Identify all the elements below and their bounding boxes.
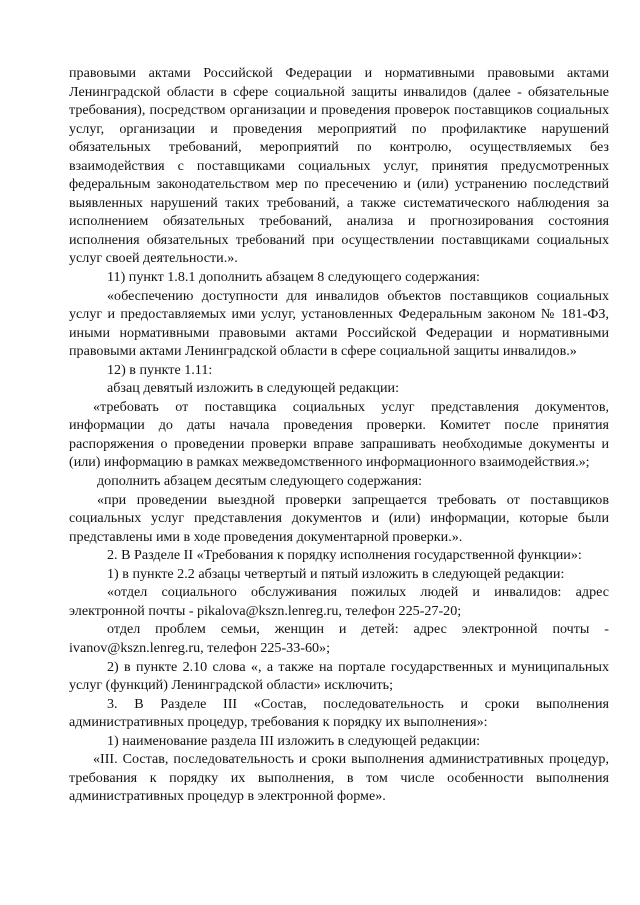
paragraph-family-department: отдел проблем семьи, женщин и детей: адрес электронной почты - ivanov@kszn.lenreg.ru, телефон 225-33-60»; [69, 621, 609, 656]
paragraph-item-2-10: 2) в пункте 2.10 слова «, а также на портале государственных и муниципальных услуг (функций) Ленинградской области» исключить; [69, 658, 609, 694]
paragraph-section-2: 2. В Разделе II «Требования к порядку исполнения государственной функции»: [107, 547, 582, 564]
paragraph-quote-elderly-department: «отдел социального обслуживания пожилых людей и инвалидов: адрес электронной почты - pikalova@kszn.lenreg.ru, телефон 225-27-20; [69, 584, 609, 619]
paragraph-tenth-abzac: дополнить абзацем десятым следующего содержания: [97, 473, 422, 490]
paragraph-section-3: 3. В Разделе III «Состав, последовательность и сроки выполнения административных процедур, требования к порядку их выполнения»: [69, 695, 609, 731]
paragraph-item-2-2: 1) в пункте 2.2 абзацы четвертый и пятый изложить в следующей редакции: [107, 565, 565, 582]
paragraph-quote-accessibility: «обеспечению доступности для инвалидов объектов поставщиков социальных услуг и предоставляемых ими услуг, установленных Федеральным законом № 181-ФЗ, иными нормативными правовыми актами Российской Федерации и нормативными правовыми актами Ленинградской области в сфере социальной защиты инвалидов.» [69, 287, 609, 360]
paragraph-ninth-abzac: абзац девятый изложить в следующей редакции: [107, 380, 400, 397]
paragraph-quote-section-3-name: «III. Состав, последовательность и сроки выполнения административных процедур, требования к порядку их выполнения, в том числе особенности выполнения административных процедур в электронной форме». [69, 751, 609, 805]
paragraph-continuation: правовыми актами Российской Федерации и нормативными правовыми актами Ленинградской области в сфере социальной защиты инвалидов (далее - обязательные требования), посредством организации и проведения проверок поставщиков социальных услуг, организации и проведения мероприятий по профилактике нарушений обязательных требований, мероприятий по контролю, осуществляемых без взаимодействия с поставщиками социальных услуг, принятия предусмотренных федеральным законодательством мер по пресечению и (или) устранению последствий выявленных нарушений таких требований, а также систематического наблюдения за исполнением обязательных требований, анализа и прогнозирования состояния исполнения обязательных требований при осуществлении поставщиками социальных услуг своей деятельности.». [69, 65, 609, 267]
paragraph-item-12: 12) в пункте 1.11: [107, 361, 213, 378]
paragraph-section-3-title: 1) наименование раздела III изложить в следующей редакции: [107, 732, 481, 749]
paragraph-quote-onsite-inspection: «при проведении выездной проверки запрещается требовать от поставщиков социальных услуг представления документов и (или) информации, которые были представлены ими в ходе проведения документарной проверки.». [69, 491, 609, 545]
paragraph-item-11: 11) пункт 1.8.1 дополнить абзацем 8 следующего содержания: [107, 269, 480, 286]
paragraph-quote-documents: «требовать от поставщика социальных услуг представления документов, информации до даты начала проведения проверки. Комитет после принятия распоряжения о проведении проверки вправе запрашивать необходимые документы и (или) информацию в рамках межведомственного информационного взаимодействия.»; [69, 398, 609, 471]
